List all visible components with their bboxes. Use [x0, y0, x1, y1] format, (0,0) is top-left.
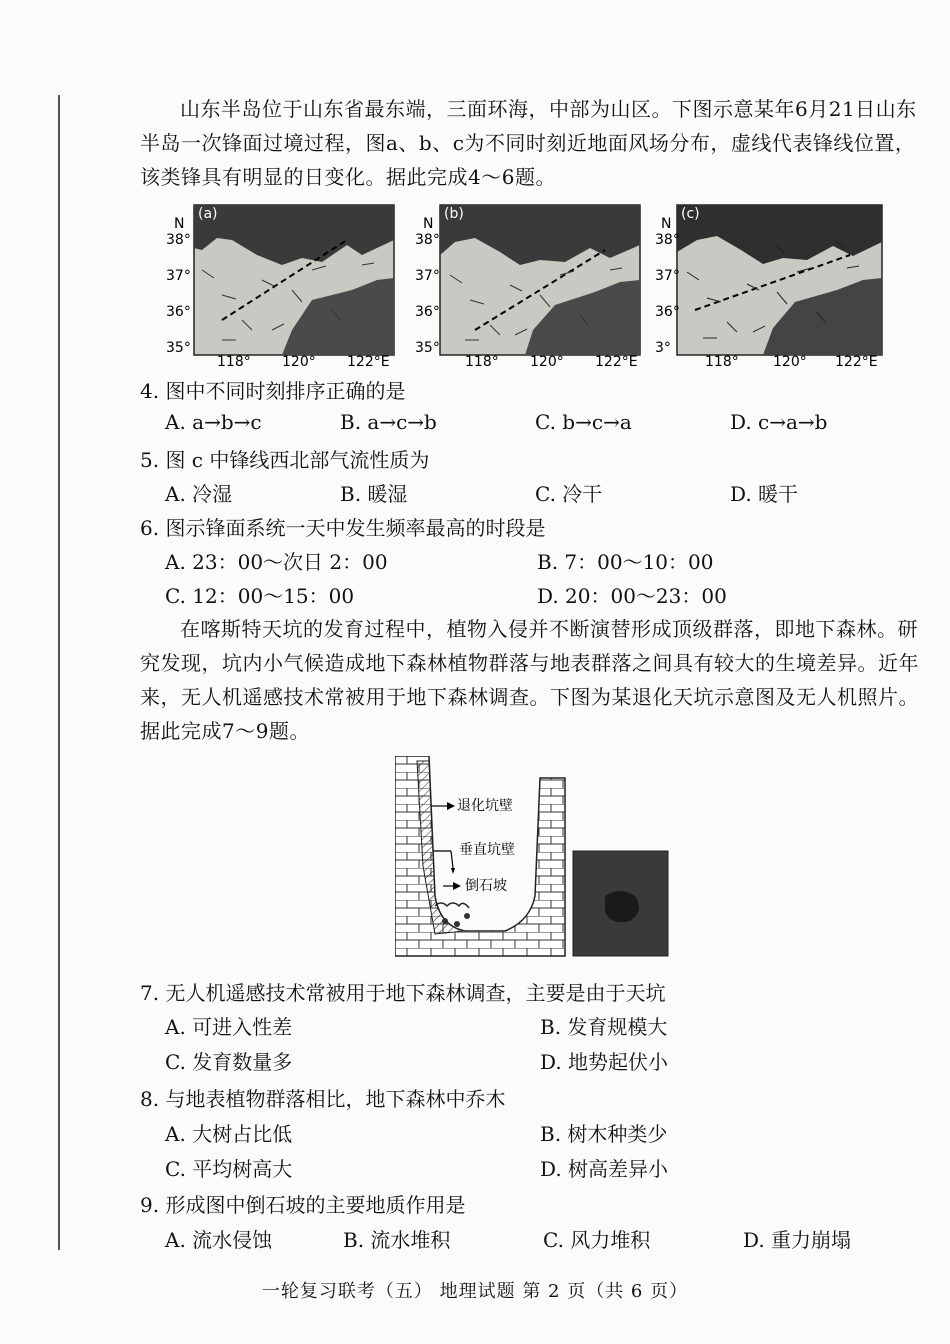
map-b-lon-2: 122°E	[595, 354, 638, 368]
q4-option-c: C. b→c→a	[535, 410, 632, 434]
map-c-lon-2: 122°E	[835, 354, 878, 368]
map-c-lat-3: 3°	[655, 340, 671, 356]
map-c	[655, 200, 885, 368]
map-a-lon-1: 120°	[282, 354, 316, 368]
map-c-lat-2: 36°	[655, 304, 680, 320]
map-a-lat-3: 35°	[166, 340, 191, 356]
q5-stem: 5. 图 c 中锋线西北部气流性质为	[140, 448, 430, 472]
map-b-n: N	[423, 216, 434, 232]
q7-option-b: B. 发育规模大	[540, 1015, 668, 1039]
map-a-lon-2: 122°E	[347, 354, 390, 368]
map-c-label: (c)	[681, 206, 700, 222]
q6-option-c: C. 12：00～15：00	[165, 584, 355, 608]
q6-stem: 6. 图示锋面系统一天中发生频率最高的时段是	[140, 516, 546, 540]
map-b	[415, 200, 645, 368]
map-a-lat-1: 37°	[166, 268, 191, 284]
q9-option-b: B. 流水堆积	[343, 1228, 451, 1252]
margin-line	[58, 95, 60, 1250]
q9-option-d: D. 重力崩塌	[743, 1228, 852, 1252]
q8-option-d: D. 树高差异小	[540, 1157, 669, 1181]
map-a-lat-0: 38°	[166, 232, 191, 248]
q7-option-d: D. 地势起伏小	[540, 1050, 669, 1074]
q4-stem: 4. 图中不同时刻排序正确的是	[140, 379, 406, 403]
q7-option-a: A. 可进入性差	[165, 1015, 293, 1039]
q6-option-a: A. 23：00～次日 2：00	[165, 550, 388, 574]
q9-stem: 9. 形成图中倒石坡的主要地质作用是	[140, 1193, 466, 1217]
q4-option-d: D. c→a→b	[730, 410, 828, 434]
map-b-lon-0: 118°	[465, 354, 499, 368]
q8-option-c: C. 平均树高大	[165, 1157, 293, 1181]
q6-option-b: B. 7：00～10：00	[537, 550, 714, 574]
q8-option-b: B. 树木种类少	[540, 1122, 668, 1146]
tiankeng-diagram	[395, 756, 675, 961]
q7-option-c: C. 发育数量多	[165, 1050, 293, 1074]
map-c-n: N	[661, 216, 672, 232]
map-b-lat-3: 35°	[415, 340, 440, 356]
q9-option-c: C. 风力堆积	[543, 1228, 651, 1252]
page-footer: 一轮复习联考（五） 地理试题 第 2 页（共 6 页）	[261, 1281, 689, 1302]
q4-option-b: B. a→c→b	[340, 410, 437, 434]
q5-option-c: C. 冷干	[535, 482, 603, 506]
map-a-n: N	[174, 216, 185, 232]
q5-option-a: A. 冷湿	[165, 482, 233, 506]
map-b-lat-1: 37°	[415, 268, 440, 284]
q4-option-a: A. a→b→c	[165, 410, 262, 434]
map-a-lon-0: 118°	[217, 354, 251, 368]
q6-option-d: D. 20：00～23：00	[537, 584, 727, 608]
label-talus: 倒石坡	[465, 878, 507, 894]
map-a-lat-2: 36°	[166, 304, 191, 320]
passage-tiankeng: 在喀斯特天坑的发育过程中，植物入侵并不断演替形成顶级群落，即地下森林。研究发现，坑内小气候造成地下森林植物群落与地表群落之间具有较大的生境差异。近年来，无人机遥感技术常被用于地下森林调查。下图为某退化天坑示意图及无人机照片。据此完成7～9题。	[140, 617, 919, 743]
q8-stem: 8. 与地表植物群落相比，地下森林中乔木	[140, 1087, 506, 1111]
q5-option-d: D. 暖干	[730, 482, 799, 506]
label-vertical-wall: 垂直坑壁	[459, 842, 515, 858]
map-c-lat-1: 37°	[655, 268, 680, 284]
map-b-lon-1: 120°	[530, 354, 564, 368]
map-a-label: (a)	[198, 206, 218, 222]
map-c-lon-1: 120°	[773, 354, 807, 368]
passage-fronts: 山东半岛位于山东省最东端，三面环海，中部为山区。下图示意某年6月21日山东半岛一次锋面过境过程，图a、b、c为不同时刻近地面风场分布，虚线代表锋线位置，该类锋具有明显的日变化。据此完成4～6题。	[140, 97, 917, 189]
q9-option-a: A. 流水侵蚀	[165, 1228, 273, 1252]
map-c-lat-0: 38°	[655, 232, 680, 248]
q7-stem: 7. 无人机遥感技术常被用于地下森林调查，主要是由于天坑	[140, 981, 666, 1005]
map-b-label: (b)	[444, 206, 464, 222]
label-degraded-wall: 退化坑壁	[457, 798, 513, 814]
q8-option-a: A. 大树占比低	[165, 1122, 293, 1146]
map-a	[162, 200, 402, 368]
map-c-lon-0: 118°	[705, 354, 739, 368]
map-b-lat-2: 36°	[415, 304, 440, 320]
q5-option-b: B. 暖湿	[340, 482, 408, 506]
map-b-lat-0: 38°	[415, 232, 440, 248]
